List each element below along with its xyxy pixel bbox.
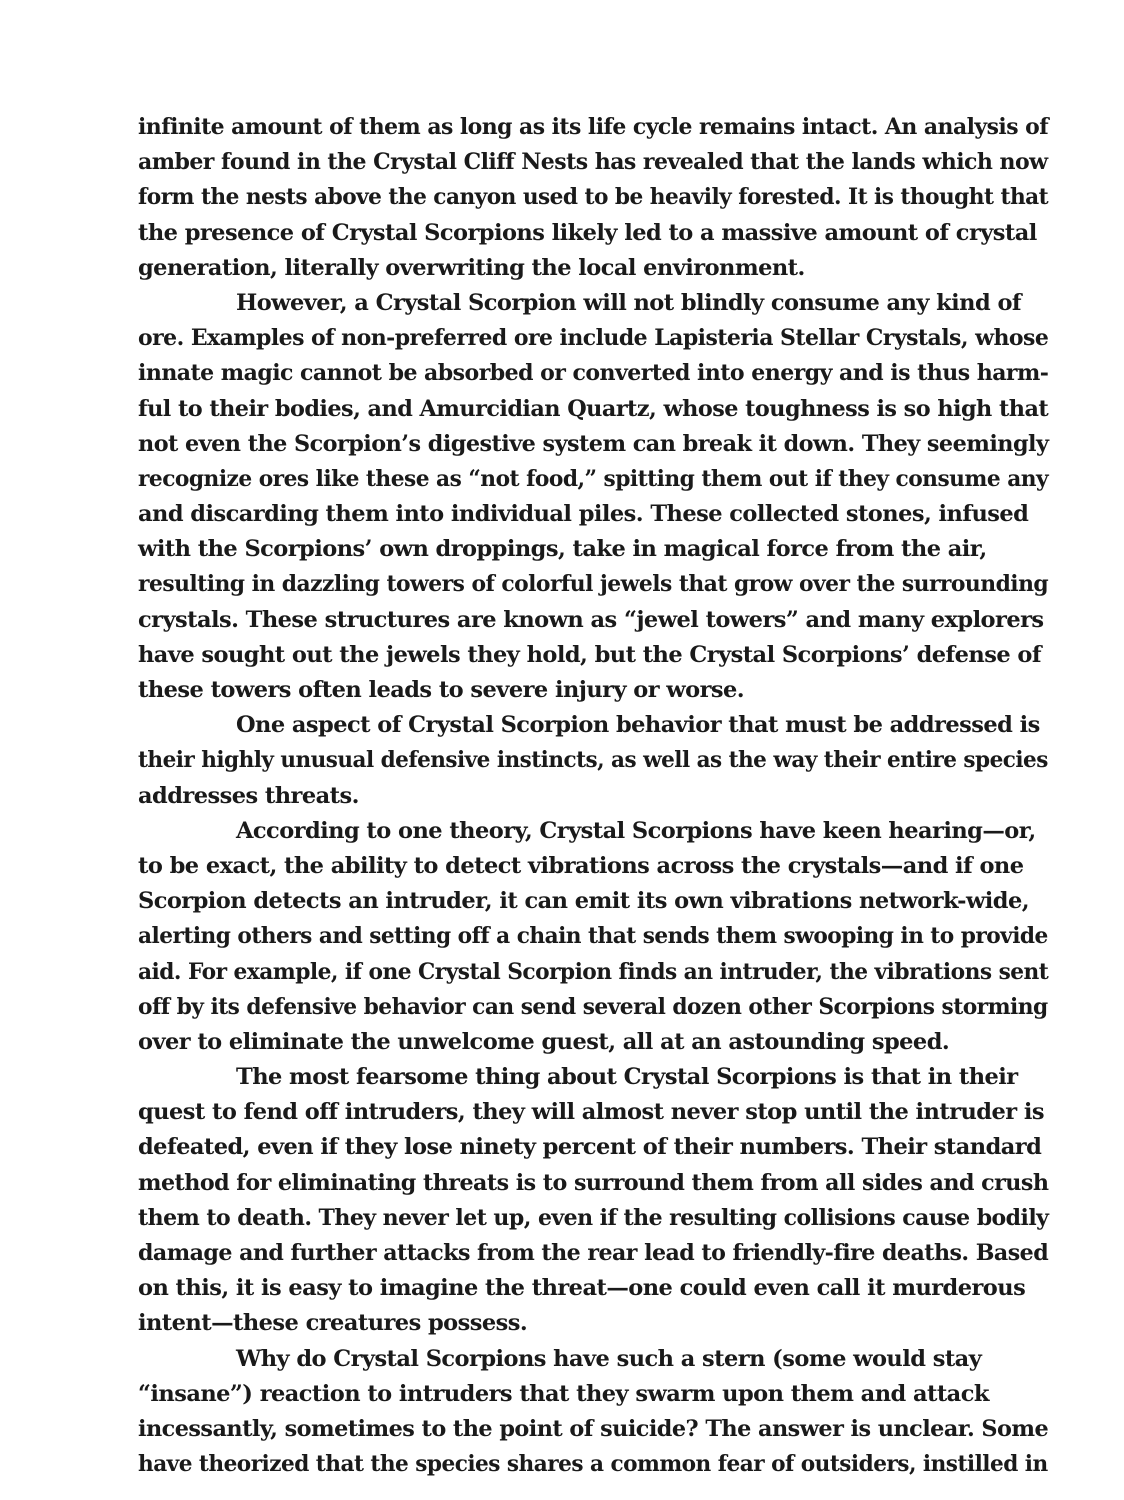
paragraph-5 <box>138 1060 1048 1342</box>
text-line: on this, it is easy to imagine the threat—one could even call it murderous <box>138 1275 1026 1302</box>
text-line: generation, literally overwriting the local environment. <box>138 254 805 281</box>
text-line: their highly unusual defensive instincts, as well as the way their entire species <box>138 747 1048 774</box>
text-line: method for eliminating threats is to surround them from all sides and crush <box>138 1169 1049 1196</box>
text-line: damage and further attacks from the rear lead to friendly-fire deaths. Based <box>138 1240 1049 1266</box>
paragraph-6 <box>138 1342 1048 1483</box>
text-line: over to eliminate the unwelcome guest, all at an astounding speed. <box>138 1028 950 1055</box>
text-line: Why do Crystal Scorpions have such a stern (some would stay <box>236 1345 982 1372</box>
text-line: “insane”) reaction to intruders that they swarm upon them and attack <box>138 1380 989 1407</box>
text-line: alerting others and setting off a chain that sends them swooping in to provide <box>138 923 1048 950</box>
text-line: According to one theory, Crystal Scorpions have keen hearing—or, <box>236 817 1036 844</box>
text-line: One aspect of Crystal Scorpion behavior that must be addressed is <box>236 712 1040 739</box>
text-line: with the Scorpions’ own droppings, take in magical force from the air, <box>138 536 987 563</box>
paragraph-4 <box>138 814 1048 1060</box>
text-line: them to death. They never let up, even if the resulting collisions cause bodily <box>138 1204 1049 1231</box>
text-line: ful to their bodies, and Amurcidian Quartz, whose toughness is so high that <box>138 395 1049 422</box>
text-line: off by its defensive behavior can send several dozen other Scorpions storming <box>138 993 1048 1020</box>
text-line: quest to fend off intruders, they will almost never stop until the intruder is <box>138 1099 1044 1126</box>
text-line: and discarding them into individual piles. These collected stones, infused <box>138 501 1029 528</box>
paragraph-3 <box>138 708 1048 814</box>
paragraph-2 <box>138 286 1048 708</box>
text-line: have theorized that the species shares a common fear of outsiders, instilled in <box>138 1451 1048 1478</box>
text-line: The most fearsome thing about Crystal Scorpions is that in their <box>236 1064 1018 1091</box>
paragraph-1 <box>138 110 1048 286</box>
text-line: ore. Examples of non-preferred ore include Lapisteria Stellar Crystals, whose <box>138 325 1049 352</box>
text-line: aid. For example, if one Crystal Scorpion finds an intruder, the vibrations sent <box>138 958 1049 985</box>
text-line: addresses threats. <box>138 782 359 809</box>
text-line: incessantly, sometimes to the point of suicide? The answer is unclear. Some <box>138 1415 1049 1442</box>
text-line: crystals. These structures are known as “jewel towers” and many explorers <box>138 606 1044 633</box>
body-text <box>138 110 1048 1482</box>
text-line: innate magic cannot be absorbed or converted into energy and is thus harm- <box>138 360 1049 387</box>
text-line: to be exact, the ability to detect vibrations across the crystals—and if one <box>138 852 1024 879</box>
text-line: have sought out the jewels they hold, but the Crystal Scorpions’ defense of <box>138 641 1041 668</box>
text-line: these towers often leads to severe injury or worse. <box>138 677 745 703</box>
text-line: not even the Scorpion’s digestive system can break it down. They seemingly <box>138 430 1049 457</box>
text-line: amber found in the Crystal Cliff Nests has revealed that the lands which now <box>138 149 1048 176</box>
text-line: form the nests above the canyon used to be heavily forested. It is thought that <box>138 184 1049 211</box>
text-line: recognize ores like these as “not food,” spitting them out if they consume any <box>138 465 1049 492</box>
text-line: Scorpion detects an intruder, it can emit its own vibrations network-wide, <box>138 888 1030 915</box>
text-line: However, a Crystal Scorpion will not blindly consume any kind of <box>236 289 1022 316</box>
text-line: the presence of Crystal Scorpions likely led to a massive amount of crystal <box>138 219 1037 246</box>
text-line: defeated, even if they lose ninety percent of their numbers. Their standard <box>138 1134 1042 1161</box>
text-line: infinite amount of them as long as its life cycle remains intact. An analysis of <box>138 114 1049 140</box>
text-line: resulting in dazzling towers of colorful jewels that grow over the surrounding <box>138 571 1049 598</box>
text-line: intent—these creatures possess. <box>138 1310 528 1337</box>
